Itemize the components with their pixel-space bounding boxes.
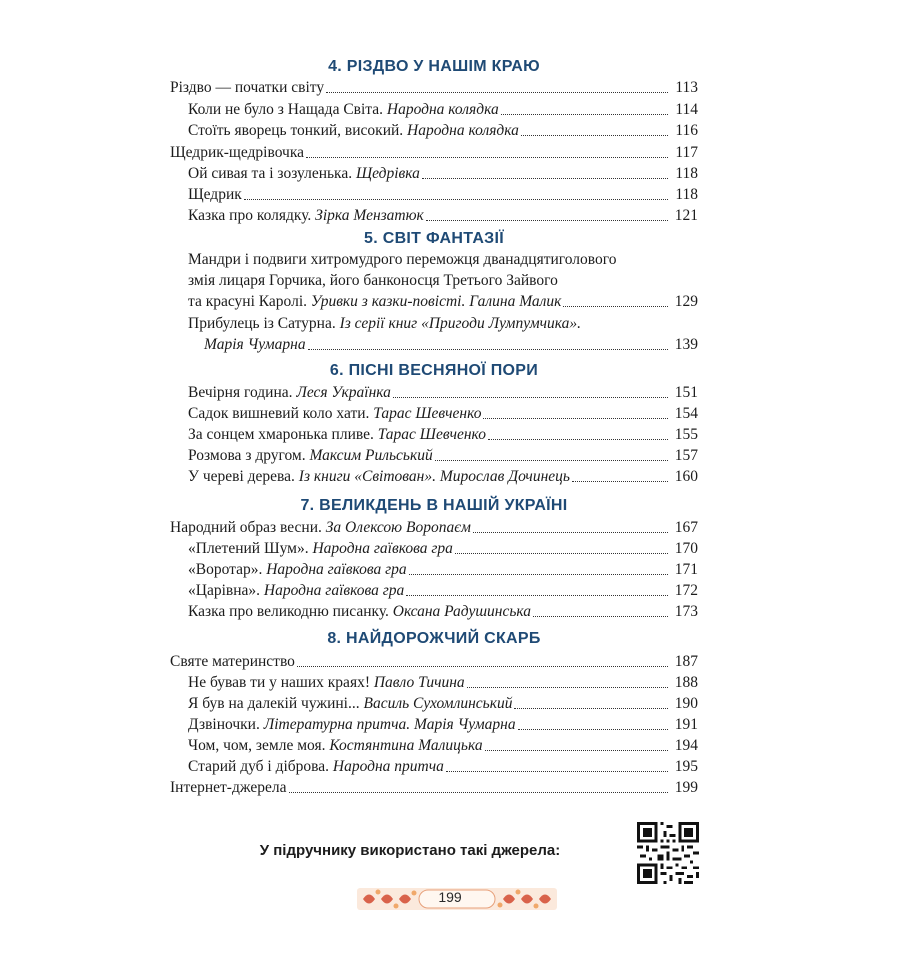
toc-entry: Стоїть яворець тонкий, високий. Народна колядка 116 (188, 122, 698, 139)
toc-entry: та красуні Каролі. Уривки з казки-повісті. Галина Малик 129 (188, 293, 698, 310)
toc-entry: Народний образ весни. За Олексою Воропаєм 167 (170, 519, 698, 536)
toc-entry: Старий дуб і діброва. Народна притча 195 (188, 758, 698, 775)
toc-entry: Дзвіночки. Літературна притча. Марія Чумарна 191 (188, 716, 698, 733)
toc-entry: «Плетений Шум». Народна гаївкова гра 170 (188, 540, 698, 557)
sources-label: У підручнику використано такі джерела: (259, 842, 561, 859)
qr-code-icon (637, 822, 699, 884)
toc-entry: «Царівна». Народна гаївкова гра 172 (188, 582, 698, 599)
section-title-7: 7. ВЕЛИКДЕНЬ В НАШІЙ УКРАЇНІ (300, 497, 568, 514)
toc-entry: Щедрик-щедрівочка 117 (170, 144, 698, 161)
toc-entry: Коли не було з Нащада Світа. Народна колядка 114 (188, 101, 698, 118)
toc-entry-line: Мандри і подвиги хитромудрого переможця дванадцятиголового (188, 251, 617, 268)
toc-entry: Не бував ти у наших краях! Павло Тичина 188 (188, 674, 698, 691)
toc-entry: Святе материнство 187 (170, 653, 698, 670)
toc-entry-line: змія лицаря Горчика, його банконосця Третього Зайвого (188, 272, 558, 289)
section-title-6: 6. ПІСНІ ВЕСНЯНОЇ ПОРИ (329, 362, 539, 379)
section-title-5: 5. СВІТ ФАНТАЗІЇ (364, 230, 504, 247)
toc-entry: Я був на далекій чужині... Василь Сухомлинський 190 (188, 695, 698, 712)
toc-entry: Різдво — початки світу 113 (170, 79, 698, 96)
section-title-4: 4. РІЗДВО У НАШІМ КРАЮ (328, 58, 540, 75)
toc-entry: Розмова з другом. Максим Рильський 157 (188, 447, 698, 464)
toc-entry: У череві дерева. Із книги «Світован». Мирослав Дочинець 160 (188, 468, 698, 485)
toc-entry: «Воротар». Народна гаївкова гра 171 (188, 561, 698, 578)
toc-entry: Садок вишневий коло хати. Тарас Шевченко 154 (188, 405, 698, 422)
toc-entry: Вечірня година. Леся Українка 151 (188, 384, 698, 401)
toc-entry: Чом, чом, земле моя. Костянтина Малицька 194 (188, 737, 698, 754)
toc-entry: За сонцем хмаронька пливе. Тарас Шевченко 155 (188, 426, 698, 443)
toc-entry: Казка про великодню писанку. Оксана Радушинська 173 (188, 603, 698, 620)
toc-entry: Казка про колядку. Зірка Мензатюк 121 (188, 207, 698, 224)
toc-entry: Щедрик 118 (188, 186, 698, 203)
toc-entry: Марія Чумарна 139 (204, 336, 698, 353)
toc-entry: Ой сивая та і зозуленька. Щедрівка 118 (188, 165, 698, 182)
toc-entry-line: Прибулець із Сатурна. Із серії книг «Пригоди Лумпумчика». (188, 315, 581, 332)
section-title-8: 8. НАЙДОРОЖЧИЙ СКАРБ (327, 630, 541, 647)
toc-entry: Інтернет-джерела 199 (170, 779, 698, 796)
page-number: 199 (438, 889, 462, 905)
